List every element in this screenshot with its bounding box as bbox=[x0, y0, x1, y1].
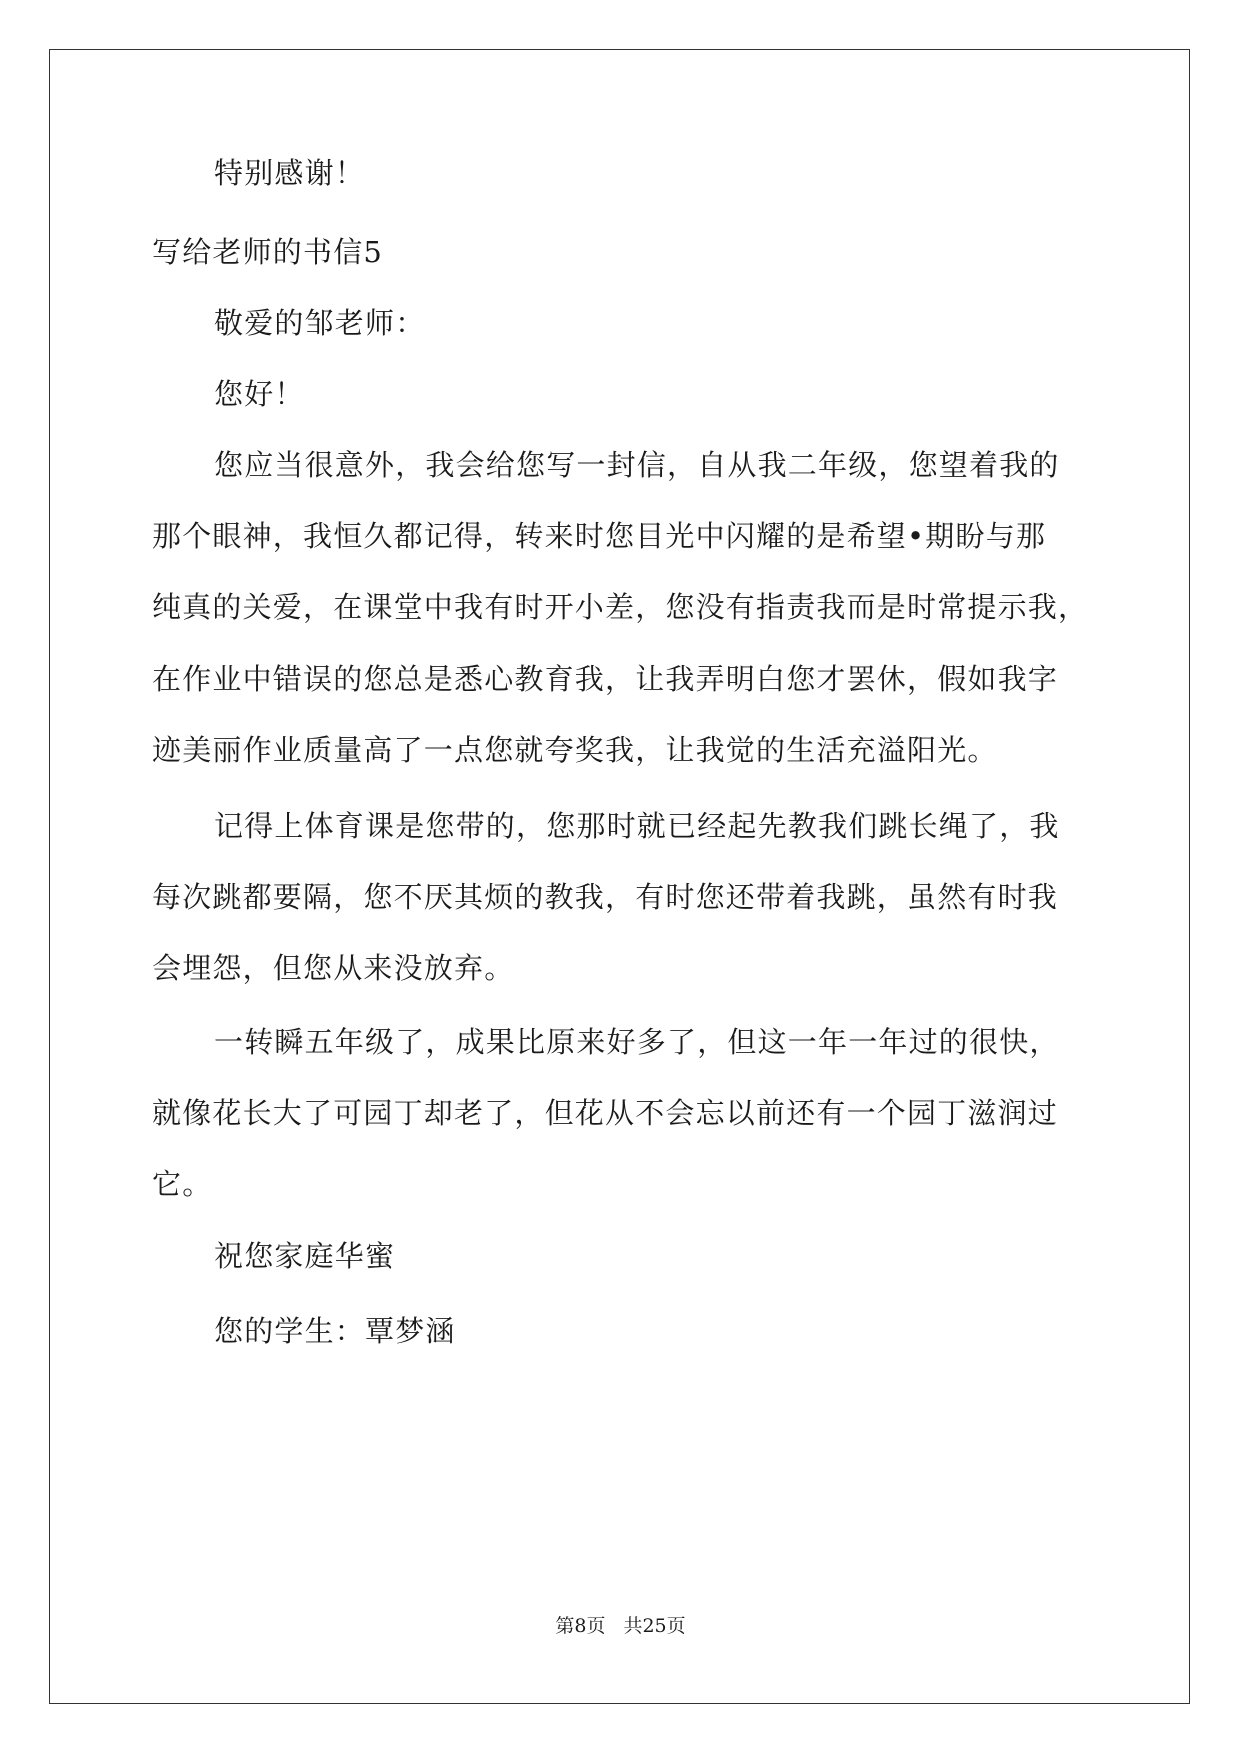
paragraph-line: 迹美丽作业质量高了一点您就夸奖我，让我觉的生活充溢阳光。 bbox=[152, 733, 998, 767]
salutation: 敬爱的邹老师： bbox=[214, 306, 426, 340]
closing-thanks: 特别感谢！ bbox=[214, 156, 366, 190]
signature: 您的学生：覃梦涵 bbox=[214, 1314, 456, 1348]
page-number: 第8页 bbox=[555, 1615, 606, 1637]
paragraph-line: 在作业中错误的您总是悉心教育我，让我弄明白您才罢休，假如我字 bbox=[152, 662, 1059, 696]
section-heading: 写给老师的书信5 bbox=[152, 235, 384, 269]
paragraph-line: 记得上体育课是您带的，您那时就已经起先教我们跳长绳了，我 bbox=[214, 809, 1060, 843]
page-total: 共25页 bbox=[623, 1615, 686, 1637]
paragraph-line: 它。 bbox=[152, 1167, 213, 1201]
paragraph-line: 就像花长大了可园丁却老了，但花从不会忘以前还有一个园丁滋润过 bbox=[152, 1096, 1059, 1130]
closing-wish: 祝您家庭华蜜 bbox=[214, 1239, 396, 1273]
paragraph-line: 纯真的关爱，在课堂中我有时开小差，您没有指责我而是时常提示我， bbox=[152, 590, 1089, 624]
paragraph-line: 会埋怨，但您从来没放弃。 bbox=[152, 951, 515, 985]
paragraph-line: 您应当很意外，我会给您写一封信，自从我二年级，您望着我的 bbox=[214, 448, 1060, 482]
paragraph-line: 那个眼神，我恒久都记得，转来时您目光中闪耀的是希望•期盼与那 bbox=[152, 519, 1047, 553]
paragraph-line: 一转瞬五年级了，成果比原来好多了，但这一年一年过的很快， bbox=[214, 1025, 1060, 1059]
paragraph-line: 每次跳都要隔，您不厌其烦的教我，有时您还带着我跳，虽然有时我 bbox=[152, 880, 1059, 914]
page-border bbox=[49, 49, 1190, 1704]
greeting: 您好！ bbox=[214, 377, 305, 411]
page-footer bbox=[0, 1614, 1241, 1638]
